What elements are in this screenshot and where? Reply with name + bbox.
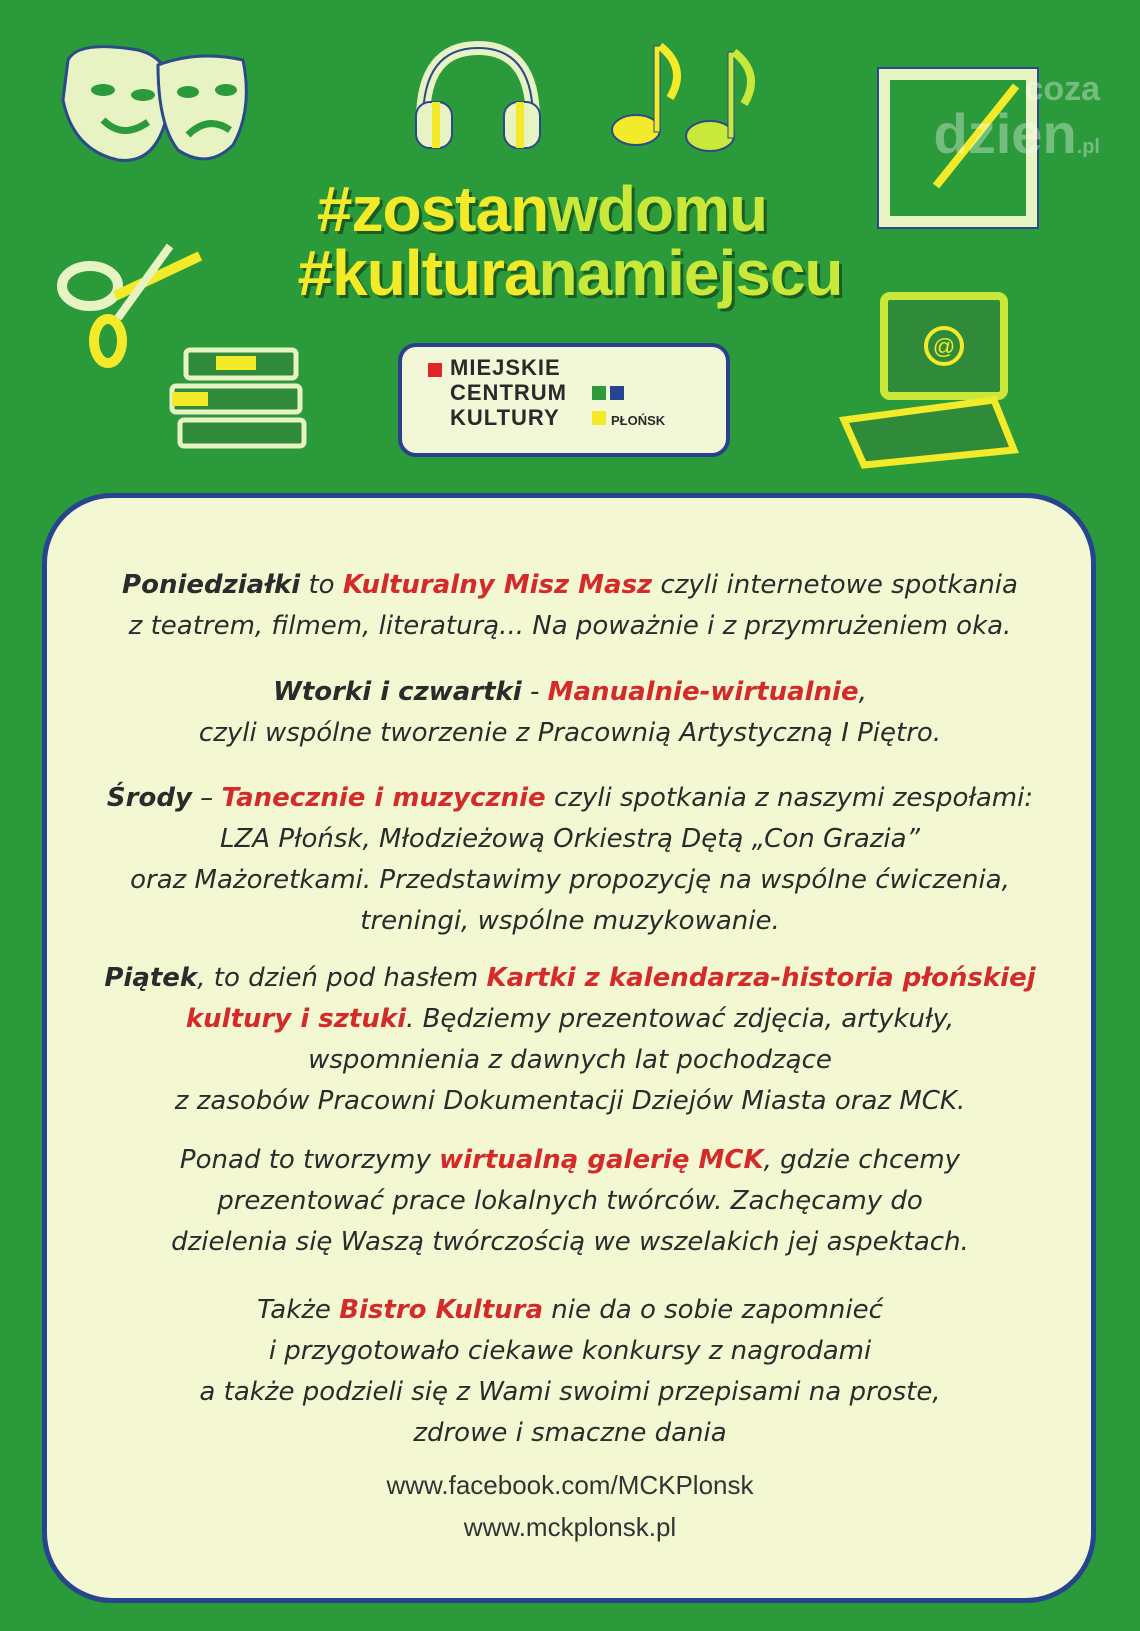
watermark bbox=[933, 70, 1100, 165]
watermark-line1: coza bbox=[1024, 70, 1100, 108]
facebook-link[interactable]: www.facebook.com/MCKPlonsk bbox=[386, 1470, 754, 1500]
logo-line3: KULTURY bbox=[450, 405, 560, 430]
hashtag-culture: #kulturanamiejscu bbox=[297, 237, 843, 309]
logo-red-square bbox=[428, 363, 442, 377]
paragraph-bistro: Także Bistro Kultura nie da o sobie zapomnieć i przygotowało ciekawe konkursy z nagrodami a także podzieli się z Wami swoimi przepisami na proste, zdrowe i smaczne dania bbox=[199, 1295, 941, 1448]
logo-yellow-square bbox=[592, 411, 606, 425]
logo-blue-square bbox=[610, 386, 624, 400]
laptop-icon bbox=[834, 290, 1034, 470]
svg-text:@: @ bbox=[932, 334, 956, 359]
logo-line1: MIEJSKIE bbox=[450, 355, 561, 380]
logo-city: PŁOŃSK bbox=[611, 413, 666, 428]
watermark-line2: dzien.pl bbox=[933, 102, 1100, 165]
theater-masks-icon bbox=[48, 30, 258, 170]
mck-logo bbox=[398, 343, 730, 457]
music-notes-icon bbox=[608, 38, 778, 148]
hashtag-stay-home: #zostanwdomu bbox=[316, 173, 768, 245]
website-link[interactable]: www.mckplonsk.pl bbox=[463, 1512, 677, 1542]
logo-line2: CENTRUM bbox=[450, 380, 567, 405]
paragraph-mondays: Poniedziałki to Kulturalny Misz Masz czyli internetowe spotkania z teatrem, filmem, literaturą... Na poważnie i z przymrużeniem oka. bbox=[122, 570, 1018, 641]
paragraph-fridays: Piątek, to dzień pod hasłem Kartki z kalendarza-historia płońskiej kultury i sztuki. Będziemy prezentować zdjęcia, artykuły, wspomnienia z dawnych lat pochodzące z zasobów Pracowni Dokumentacji Dziejów Miasta oraz MCK. bbox=[104, 963, 1036, 1116]
logo-green-square bbox=[592, 386, 606, 400]
headphones-icon bbox=[408, 40, 548, 150]
paragraph-wednesdays: Środy – Tanecznie i muzycznie czyli spotkania z naszymi zespołami: LZA Płońsk, Młodzieżową Orkiestrą Dętą „Con Grazia” oraz Mażoretkami. Przedstawimy propozycję na wspólne ćwiczenia, treningi, wspólne muzykowanie. bbox=[106, 783, 1034, 936]
paragraph-gallery: Ponad to tworzymy wirtualną galerię MCK, gdzie chcemy prezentować prace lokalnych twórców. Zachęcamy do dzielenia się Waszą twórczością we wszelakich jej aspektach. bbox=[171, 1145, 969, 1257]
books-icon bbox=[166, 346, 316, 466]
paragraph-tuesdays: Wtorki i czwartki - Manualnie-wirtualnie, czyli wspólne tworzenie z Pracownią Artystyczną I Piętro. bbox=[198, 677, 942, 748]
